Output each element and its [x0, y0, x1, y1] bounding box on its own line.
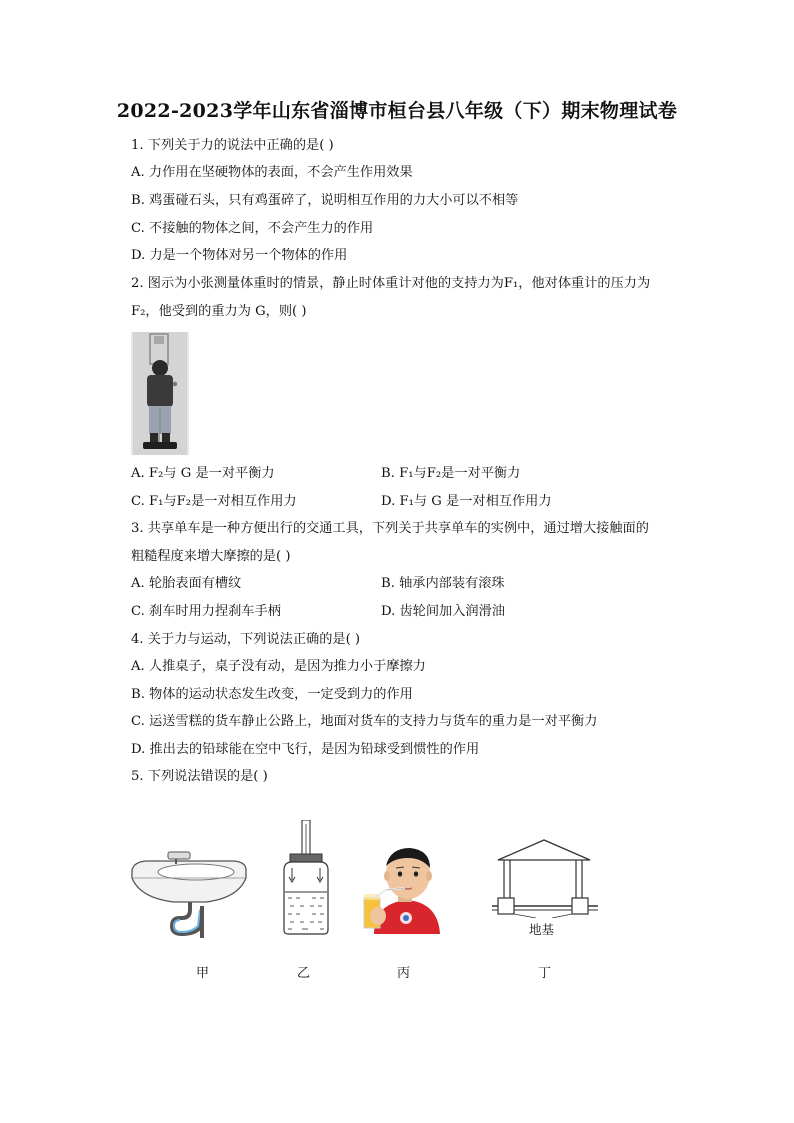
sink-trap-figure: [128, 848, 252, 940]
question-4-option-d: D. 推出去的铅球能在空中飞行，是因为铅球受到惯性的作用: [131, 742, 480, 757]
figure-label-yi: 乙: [297, 966, 311, 981]
question-3-stem-line-1: 3. 共享单车是一种方便出行的交通工具，下列关于共享单车的实例中，通过增大接触面的: [131, 521, 649, 536]
boy-drinking-figure: [360, 846, 440, 934]
question-2-option-d: D. F₁与 G 是一对相互作用力: [381, 494, 552, 509]
question-3-option-d: D. 齿轮间加入润滑油: [381, 604, 505, 619]
question-1-option-d: D. 力是一个物体对另一个物体的作用: [131, 248, 348, 263]
question-1-option-c: C. 不接触的物体之间，不会产生力的作用: [131, 221, 374, 236]
foundation-label: 地基: [529, 922, 555, 937]
figure-label-bing: 丙: [397, 966, 411, 981]
question-5-stem: 5. 下列说法错误的是( ): [131, 769, 268, 784]
question-4-option-c: C. 运送雪糕的货车静止公路上，地面对货车的支持力与货车的重力是一对平衡力: [131, 714, 598, 729]
question-1-option-b: B. 鸡蛋碰石头，只有鸡蛋碎了，说明相互作用的力大小可以不相等: [131, 193, 519, 208]
question-3-option-b: B. 轴承内部装有滚珠: [381, 576, 505, 591]
question-1-stem: 1. 下列关于力的说法中正确的是( ): [131, 138, 334, 153]
question-3-option-a: A. 轮胎表面有槽纹: [131, 576, 242, 591]
question-4-option-b: B. 物体的运动状态发生改变，一定受到力的作用: [131, 687, 413, 702]
question-4-option-a: A. 人推桌子，桌子没有动，是因为推力小于摩擦力: [131, 659, 426, 674]
question-2-option-c: C. F₁与F₂是一对相互作用力: [131, 494, 297, 509]
question-2-stem-line-1: 2. 图示为小张测量体重时的情景，静止时体重计对他的支持力为F₁，他对体重计的压力为: [131, 276, 651, 291]
scale-photo: [131, 332, 189, 455]
question-2-stem-line-2: F₂，他受到的重力为 G，则( ): [131, 304, 307, 319]
question-2-option-b: B. F₁与F₂是一对平衡力: [381, 466, 521, 481]
figure-label-ding: 丁: [538, 966, 552, 981]
bottle-tube-figure: [278, 820, 334, 938]
question-3-stem-line-2: 粗糙程度来增大摩擦的是( ): [131, 549, 291, 564]
question-3-option-c: C. 刹车时用力捏刹车手柄: [131, 604, 281, 619]
question-4-stem: 4. 关于力与运动，下列说法正确的是( ): [131, 632, 361, 647]
page-title: 2022-2023学年山东省淄博市桓台县八年级（下）期末物理试卷: [116, 100, 678, 122]
figure-label-jia: 甲: [196, 966, 210, 981]
question-2-option-a: A. F₂与 G 是一对平衡力: [131, 466, 275, 481]
building-foundation-figure: [490, 838, 602, 918]
person-on-scale-image: [131, 332, 189, 455]
question-1-option-a: A. 力作用在坚硬物体的表面，不会产生作用效果: [131, 165, 413, 180]
